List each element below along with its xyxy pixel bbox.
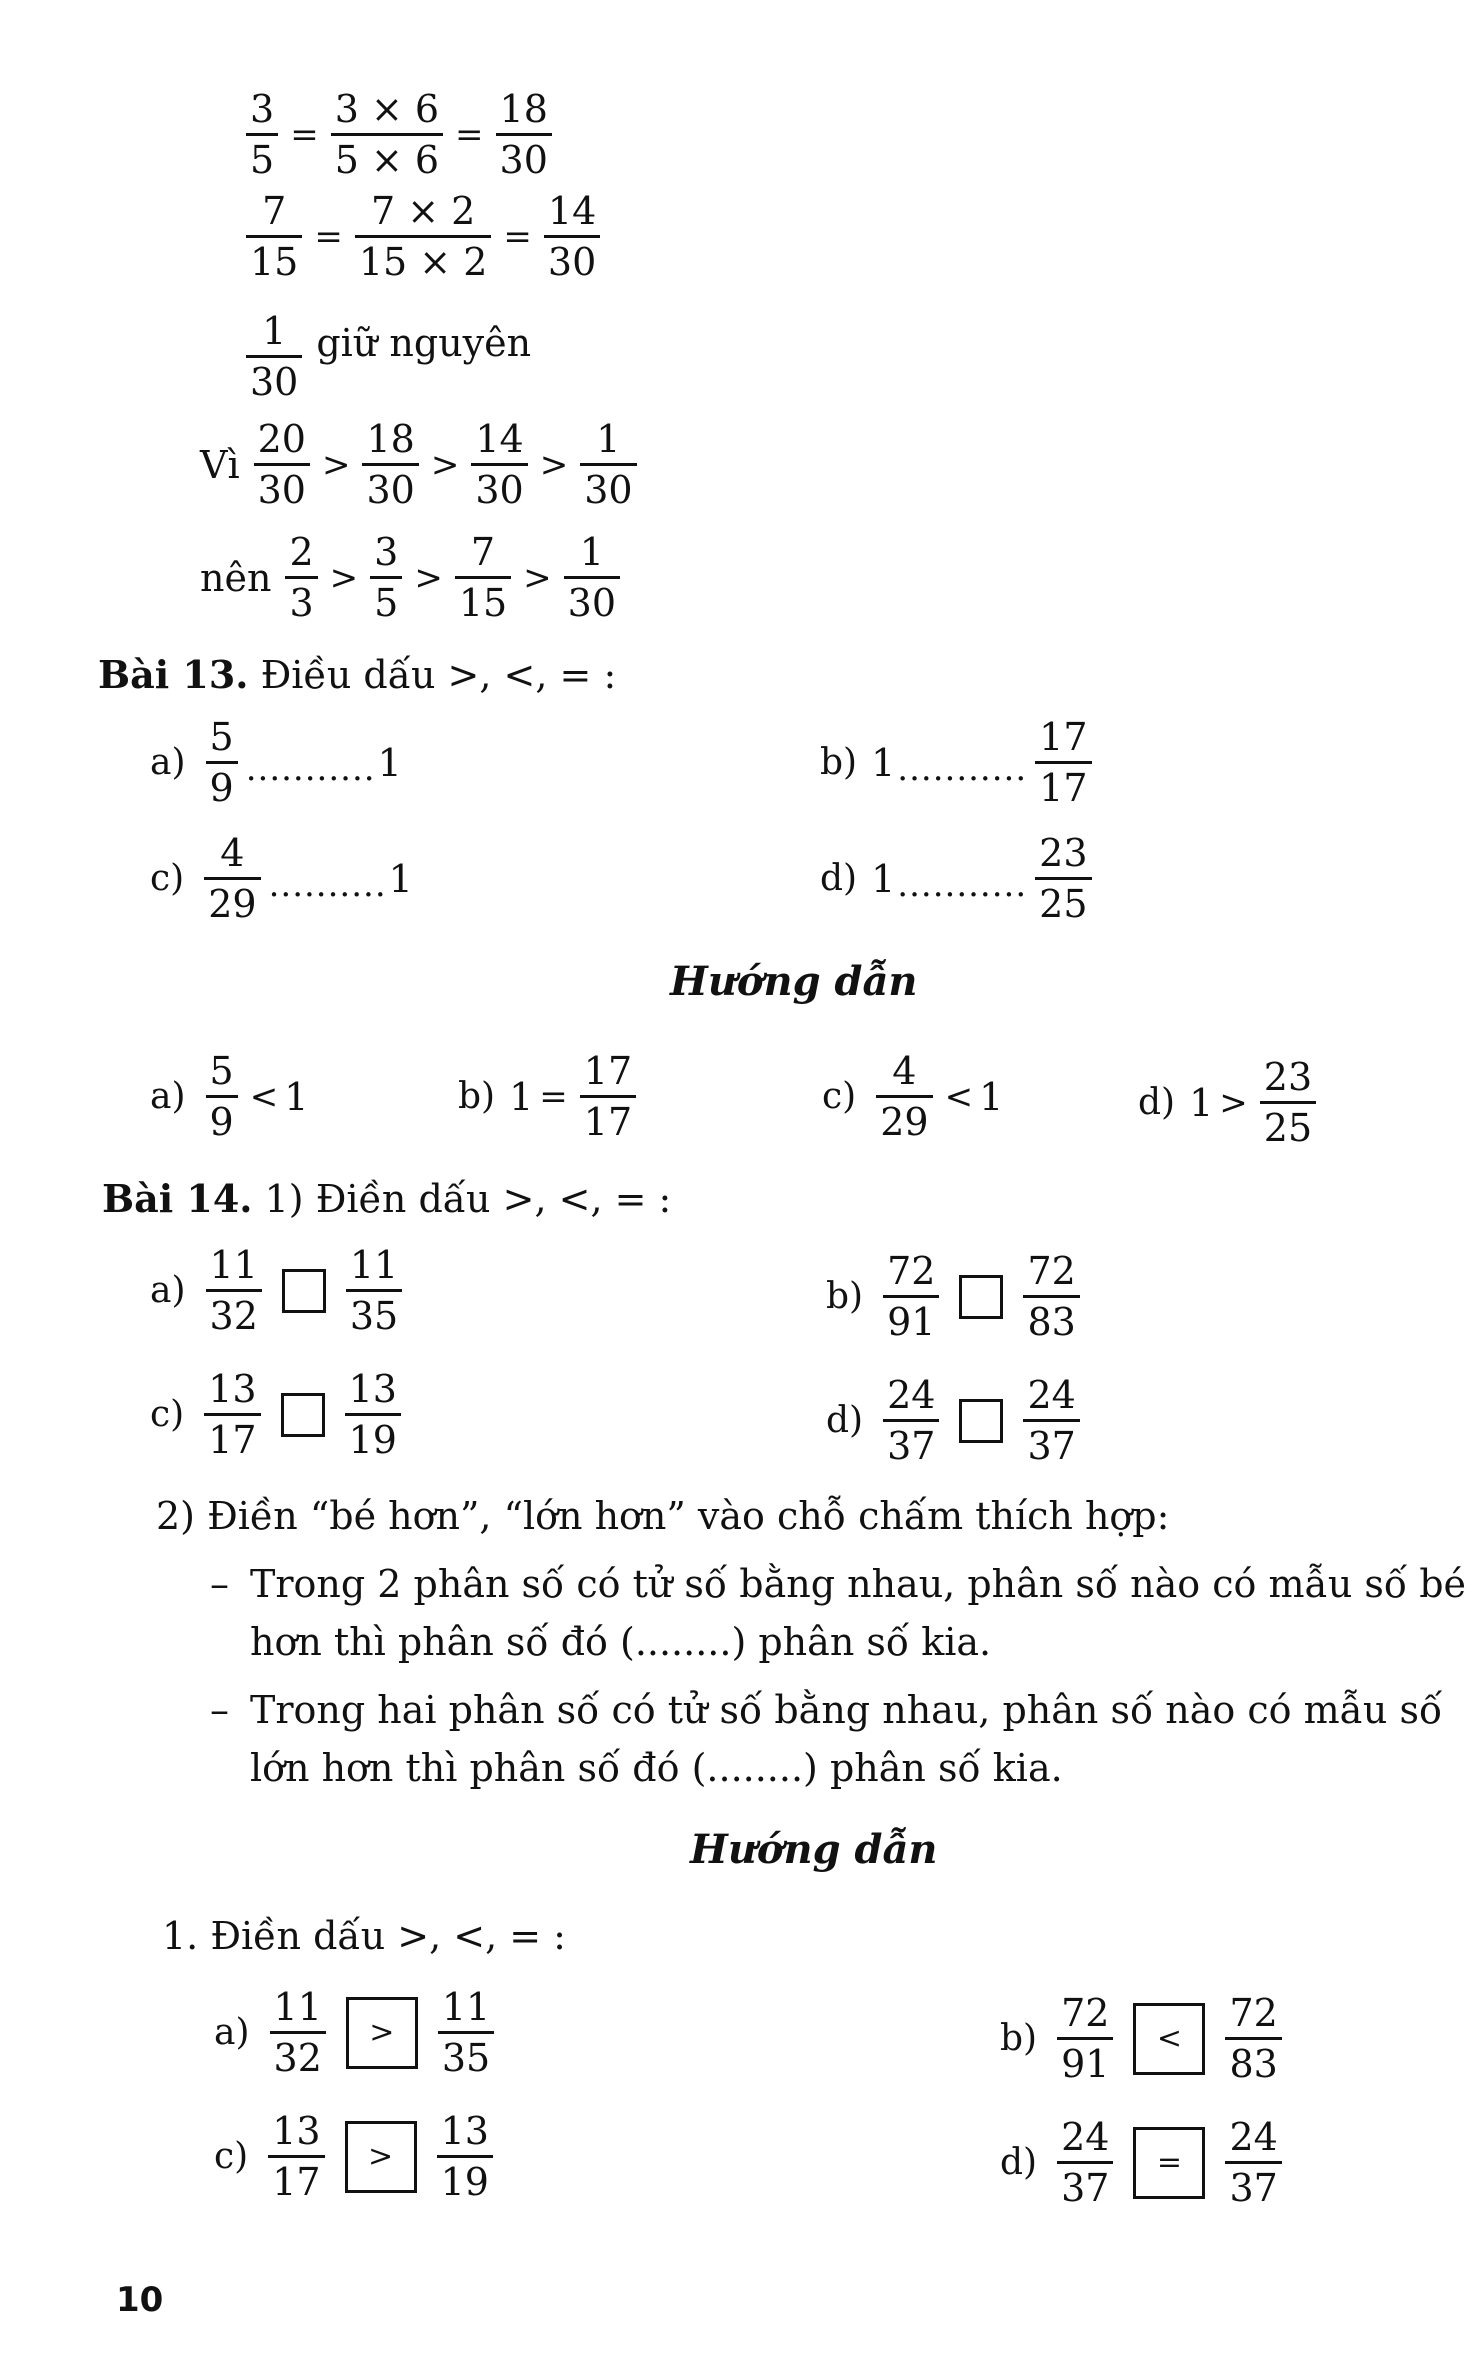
bai14-answer-d: d) $\frac{24}{37}$ = $\frac{24}{37}$ [1000,2118,1288,2207]
bai14-title: Bài 14. 1) Điền dấu >, <, = : [102,1176,672,1221]
vi-row: Vì $\frac{20}{30}$ > $\frac{18}{30}$ > $\frac{14}{30}$ > $\frac{1}{30}$ [192,420,643,509]
answer-box[interactable] [282,1269,326,1313]
answer-box[interactable] [281,1393,325,1437]
fraction: $\frac{11}{32}$ [206,1246,262,1335]
fraction: $\frac{24}{37}$ [1225,2118,1281,2207]
fraction: $\frac{13}{19}$ [345,1370,401,1459]
fraction: $\frac{24}{37}$ [883,1376,939,1465]
bai13-item-b: b) 1 ........... $\frac{17}{17}$ [820,718,1098,807]
fraction: $\frac{3}{5}$ [246,90,278,179]
bai14-item-d: d) $\frac{24}{37}$ $\frac{24}{37}$ [826,1376,1086,1465]
page-number: 10 [116,2280,164,2320]
bai14-answer-c: c) $\frac{13}{17}$ > $\frac{13}{19}$ [214,2112,499,2201]
fraction: $\frac{11}{35}$ [438,1988,494,2077]
bai14-part2-title: 2) Điền “bé hơn”, “lớn hơn” vào chỗ chấm thích hợp: [156,1494,1170,1538]
fraction: $\frac{72}{83}$ [1023,1252,1079,1341]
bai14-item-c: c) $\frac{13}{17}$ $\frac{13}{19}$ [150,1370,407,1459]
bai14-item-b: b) $\frac{72}{91}$ $\frac{72}{83}$ [826,1252,1086,1341]
answer-box: = [1133,2127,1205,2199]
fraction: $\frac{11}{32}$ [270,1988,326,2077]
bai13-answer-a: a) $\frac{5}{9}$ < 1 [150,1049,309,1144]
fraction: $\frac{13}{17}$ [204,1370,260,1459]
nen-row: nên $\frac{2}{3}$ > $\frac{3}{5}$ > $\frac{7}{15}$ > $\frac{1}{30}$ [192,533,626,622]
bullet-2-dash: – [210,1688,229,1732]
fill-blank: ........... [245,748,376,789]
bai14-guide-title: Hướng dẫn [690,1826,938,1873]
bullet-1-line1: Trong 2 phân số có tử số bằng nhau, phân số nào có mẫu số bé [250,1562,1467,1606]
fill-blank: ........... [897,748,1028,789]
fraction: $\frac{7}{15}$ [246,192,302,281]
calc-row-3-5: $\frac{3}{5}$ = $\frac{3 \times 6}{5 \times 6}$ = $\frac{18}{30}$ [240,90,558,179]
fraction: $\frac{72}{83}$ [1225,1994,1281,2083]
answer-box[interactable] [959,1399,1003,1443]
fraction: $\frac{1}{30}$ [580,420,636,509]
calc-row-7-15: $\frac{7}{15}$ = $\frac{7 \times 2}{15 \times 2}$ = $\frac{14}{30}$ [240,192,606,281]
bai13-item-a: a) $\frac{5}{9}$ ........... 1 [150,715,402,810]
fraction: $\frac{14}{30}$ [544,192,600,281]
answer-box: > [346,1997,418,2069]
bullet-2-line2: lớn hơn thì phân số đó (........) phân số kia. [250,1746,1063,1790]
fraction: $\frac{1}{30}$ [246,312,302,401]
bai13-item-d: d) 1 ........... $\frac{23}{25}$ [820,834,1098,923]
calc-row-1-30 [240,309,539,404]
fraction: $\frac{2}{3}$ [285,533,317,622]
keep-text: giữ nguyên [316,320,532,365]
fraction: $\frac{23}{25}$ [1035,834,1091,923]
bai14-answer-a: a) $\frac{11}{32}$ > $\frac{11}{35}$ [214,1988,500,2077]
fraction: $\frac{72}{91}$ [883,1252,939,1341]
fraction: $\frac{7 \times 2}{15 \times 2}$ [355,192,492,281]
fraction: $\frac{4}{29}$ [876,1052,932,1141]
bai14-answer-b: b) $\frac{72}{91}$ < $\frac{72}{83}$ [1000,1994,1288,2083]
fraction: $\frac{24}{37}$ [1057,2118,1113,2207]
bai13-answer-d: d) 1 > $\frac{23}{25}$ [1138,1058,1322,1147]
fraction: $\frac{18}{30}$ [362,420,418,509]
fraction: $\frac{5}{9}$ [206,1052,238,1141]
bullet-1-dash: – [210,1562,229,1606]
fraction: $\frac{17}{17}$ [580,1052,636,1141]
fraction: $\frac{13}{19}$ [437,2112,493,2201]
fraction: $\frac{1}{30}$ [564,533,620,622]
bai13-answer-b: b) 1 = $\frac{17}{17}$ [458,1052,642,1141]
fraction: $\frac{23}{25}$ [1260,1058,1316,1147]
fraction: $\frac{20}{30}$ [254,420,310,509]
bullet-1-line2: hơn thì phân số đó (........) phân số kia. [250,1620,992,1664]
answer-box[interactable] [959,1275,1003,1319]
fraction: $\frac{72}{91}$ [1057,1994,1113,2083]
answer-box: > [345,2121,417,2193]
bai13-guide-title: Hướng dẫn [670,958,918,1005]
fraction: $\frac{13}{17}$ [268,2112,324,2201]
bai14-guide-sub: 1. Điền dấu >, <, = : [162,1914,566,1958]
fill-blank: .......... [268,864,387,905]
fraction: $\frac{17}{17}$ [1035,718,1091,807]
fraction: $\frac{11}{35}$ [346,1246,402,1335]
bai14-item-a: a) $\frac{11}{32}$ $\frac{11}{35}$ [150,1246,408,1335]
fraction: $\frac{24}{37}$ [1023,1376,1079,1465]
fraction: $\frac{14}{30}$ [471,420,527,509]
bai13-item-c: c) $\frac{4}{29}$ .......... 1 [150,831,413,926]
fraction: $\frac{4}{29}$ [204,834,260,923]
fraction: $\frac{3 \times 6}{5 \times 6}$ [331,90,443,179]
bai13-title: Bài 13. Điều dấu >, <, = : [98,652,617,697]
fraction: $\frac{5}{9}$ [206,718,238,807]
fraction: $\frac{18}{30}$ [496,90,552,179]
fraction: $\frac{7}{15}$ [455,533,511,622]
fill-blank: ........... [897,864,1028,905]
bullet-2-line1: Trong hai phân số có tử số bằng nhau, phân số nào có mẫu số [250,1688,1443,1732]
bai13-answer-c: c) $\frac{4}{29}$ < 1 [822,1049,1004,1144]
answer-box: < [1133,2003,1205,2075]
fraction: $\frac{3}{5}$ [370,533,402,622]
